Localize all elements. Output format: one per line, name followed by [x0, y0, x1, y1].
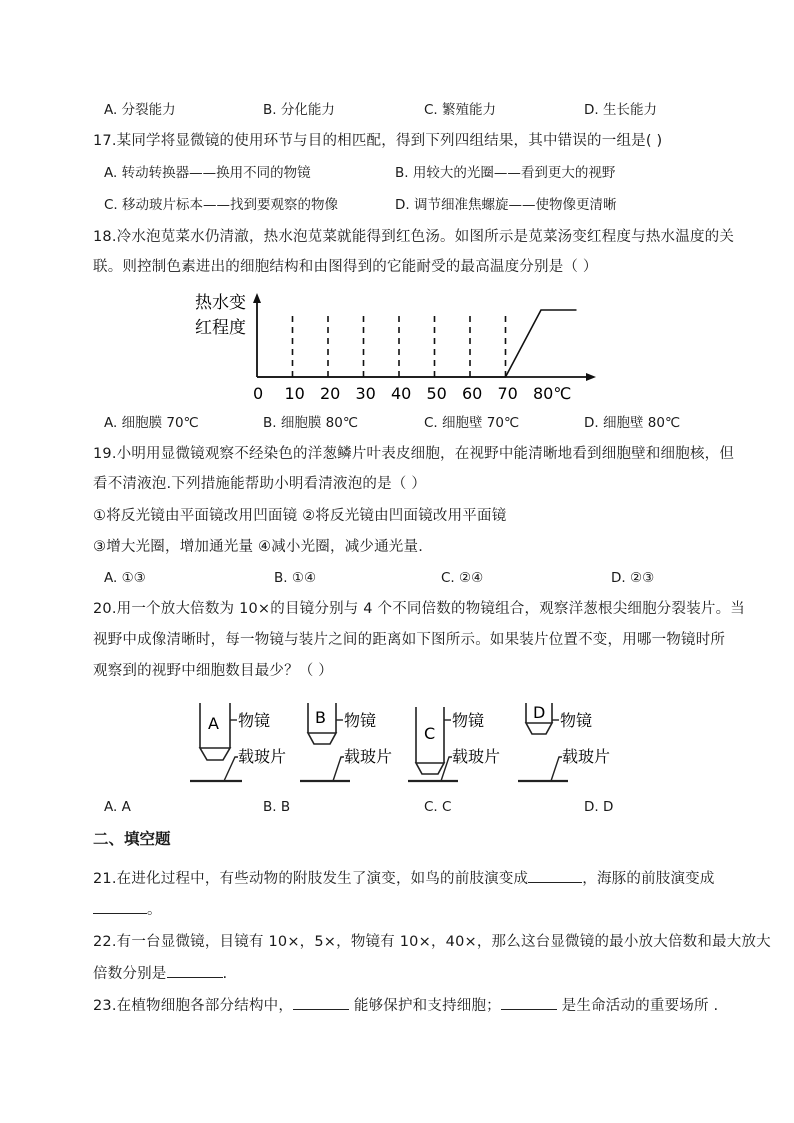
q22-blank[interactable] [167, 963, 223, 978]
q19-stem-line2: 看不清液泡.下列措施能帮助小明看清液泡的是（ ） [93, 476, 427, 492]
q23-blank1[interactable] [293, 995, 349, 1010]
objective-b-lens-label: 物镜 [344, 711, 377, 730]
objective-d-letter: D [533, 703, 546, 722]
q23-blank2[interactable] [501, 995, 557, 1010]
q21-blank2[interactable] [93, 899, 147, 914]
q21-line1 [93, 868, 715, 889]
q18-option-b: B. 细胞膜 80℃ [263, 415, 358, 431]
chart-tick-label-0: 0 [253, 384, 264, 403]
q20-stem-line3: 观察到的视野中细胞数目最少？（ ） [93, 663, 334, 679]
q17-option-c: C. 移动玻片标本——找到要观察的物像 [104, 197, 339, 213]
chart-tick-label-10: 10 [284, 384, 305, 403]
chart-tick-label-70: 70 [497, 384, 518, 403]
q20-option-a: A. A [104, 799, 131, 815]
q19-measures-line1: ①将反光镜由平面镜改用凹面镜 ②将反光镜由凹面镜改用平面镜 [93, 508, 507, 524]
q18-option-c: C. 细胞壁 70℃ [424, 415, 520, 431]
objective-a-letter: A [208, 714, 219, 733]
q21-part1: 21.在进化过程中，有些动物的附肢发生了演变，如鸟的前肢演变成 [93, 871, 529, 887]
q18-option-d: D. 细胞壁 80℃ [584, 415, 681, 431]
q16-option-a: A. 分裂能力 [104, 102, 176, 118]
q22-line2 [93, 963, 227, 984]
chart-series-line [257, 310, 577, 377]
q16-option-b: B. 分化能力 [263, 102, 335, 118]
objective-c-lens-label: 物镜 [452, 711, 485, 730]
q20-option-b: B. B [263, 799, 291, 815]
objective-a-lens-label: 物镜 [238, 711, 271, 730]
q20-option-d: D. D [584, 799, 614, 815]
q19-measures-line2: ③增大光圈，增加通光量 ④减小光圈，减少通光量. [93, 539, 424, 555]
q21-line2 [93, 899, 162, 920]
q18-stem-line1: 18.冷水泡苋菜水仍清澈，热水泡苋菜就能得到红色汤。如图所示是苋菜汤变红程度与热水温度的关 [93, 229, 735, 245]
q17-option-a: A. 转动转换器——换用不同的物镜 [104, 165, 311, 181]
q16-option-d: D. 生长能力 [584, 102, 657, 118]
q19-option-b: B. ①④ [274, 570, 317, 586]
objective-lens-figure [190, 695, 620, 790]
q23-line [93, 995, 718, 1016]
objective-d-slide-label: 载玻片 [562, 747, 611, 766]
q17-option-b: B. 用较大的光圈——看到更大的视野 [395, 165, 616, 181]
q17-stem: 17.某同学将显微镜的使用环节与目的相匹配，得到下列四组结果，其中错误的一组是( ) [93, 133, 663, 149]
q21-blank1[interactable] [528, 868, 582, 883]
chart-ylabel-line2: 红程度 [195, 318, 246, 338]
q22-line1: 22.有一台显微镜，目镜有 10×，5×，物镜有 10×，40×，那么这台显微镜的最小放大倍数和最大放大 [93, 934, 771, 950]
q20-option-c: C. C [424, 799, 452, 815]
q18-stem-line2: 联。则控制色素进出的细胞结构和由图得到的它能耐受的最高温度分别是（ ） [93, 259, 598, 275]
objective-c-letter: C [424, 724, 436, 743]
q22-part-a: 倍数分别是 [93, 966, 167, 982]
chart-tick-label-80: 80℃ [533, 384, 572, 403]
q16-option-c: C. 繁殖能力 [424, 102, 497, 118]
objective-d [518, 703, 610, 781]
objective-b [300, 703, 392, 781]
chart-tick-label-40: 40 [391, 384, 412, 403]
chart-ylabel-line1: 热水变 [195, 293, 246, 313]
section2-title: 二、填空题 [93, 830, 171, 848]
objective-c-slide-label: 载玻片 [452, 747, 501, 766]
objective-b-letter: B [315, 708, 326, 727]
chart-tick-label-20: 20 [320, 384, 341, 403]
q18-option-a: A. 细胞膜 70℃ [104, 415, 199, 431]
q19-stem-line1: 19.小明用显微镜观察不经染色的洋葱鳞片叶表皮细胞，在视野中能清晰地看到细胞壁和细胞核，但 [93, 446, 735, 462]
objective-c [408, 707, 500, 781]
objective-b-slide-label: 载玻片 [344, 747, 393, 766]
temperature-chart [190, 285, 610, 405]
chart-y-axis-arrow [253, 293, 261, 303]
q20-stem-line1: 20.用一个放大倍数为 10×的目镜分别与 4 个不同倍数的物镜组合，观察洋葱根尖细胞分裂装片。当 [93, 601, 746, 617]
objective-d-lens-label: 物镜 [560, 711, 593, 730]
objective-a [190, 703, 286, 781]
q17-option-d: D. 调节细准焦螺旋——使物像更清晰 [395, 197, 617, 213]
q21-part2: ，海豚的前肢演变成 [582, 871, 715, 887]
q23-part1: 23.在植物细胞各部分结构中， [93, 998, 294, 1014]
objective-a-slide-label: 载玻片 [238, 747, 287, 766]
q20-stem-line2: 视野中成像清晰时，每一物镜与装片之间的距离如下图所示。如果装片位置不变，用哪一物镜时所 [93, 632, 726, 648]
q19-option-a: A. ①③ [104, 570, 146, 586]
q19-option-c: C. ②④ [441, 570, 484, 586]
q22-part-b: . [222, 966, 228, 982]
chart-x-axis-arrow [586, 373, 596, 381]
q21-part3: 。 [147, 902, 162, 918]
q23-part3: 是生命活动的重要场所 . [556, 998, 719, 1014]
chart-tick-label-30: 30 [355, 384, 376, 403]
chart-tick-label-60: 60 [462, 384, 483, 403]
q23-part2: 能够保护和支持细胞； [349, 998, 501, 1014]
chart-tick-label-50: 50 [426, 384, 447, 403]
q19-option-d: D. ②③ [611, 570, 655, 586]
